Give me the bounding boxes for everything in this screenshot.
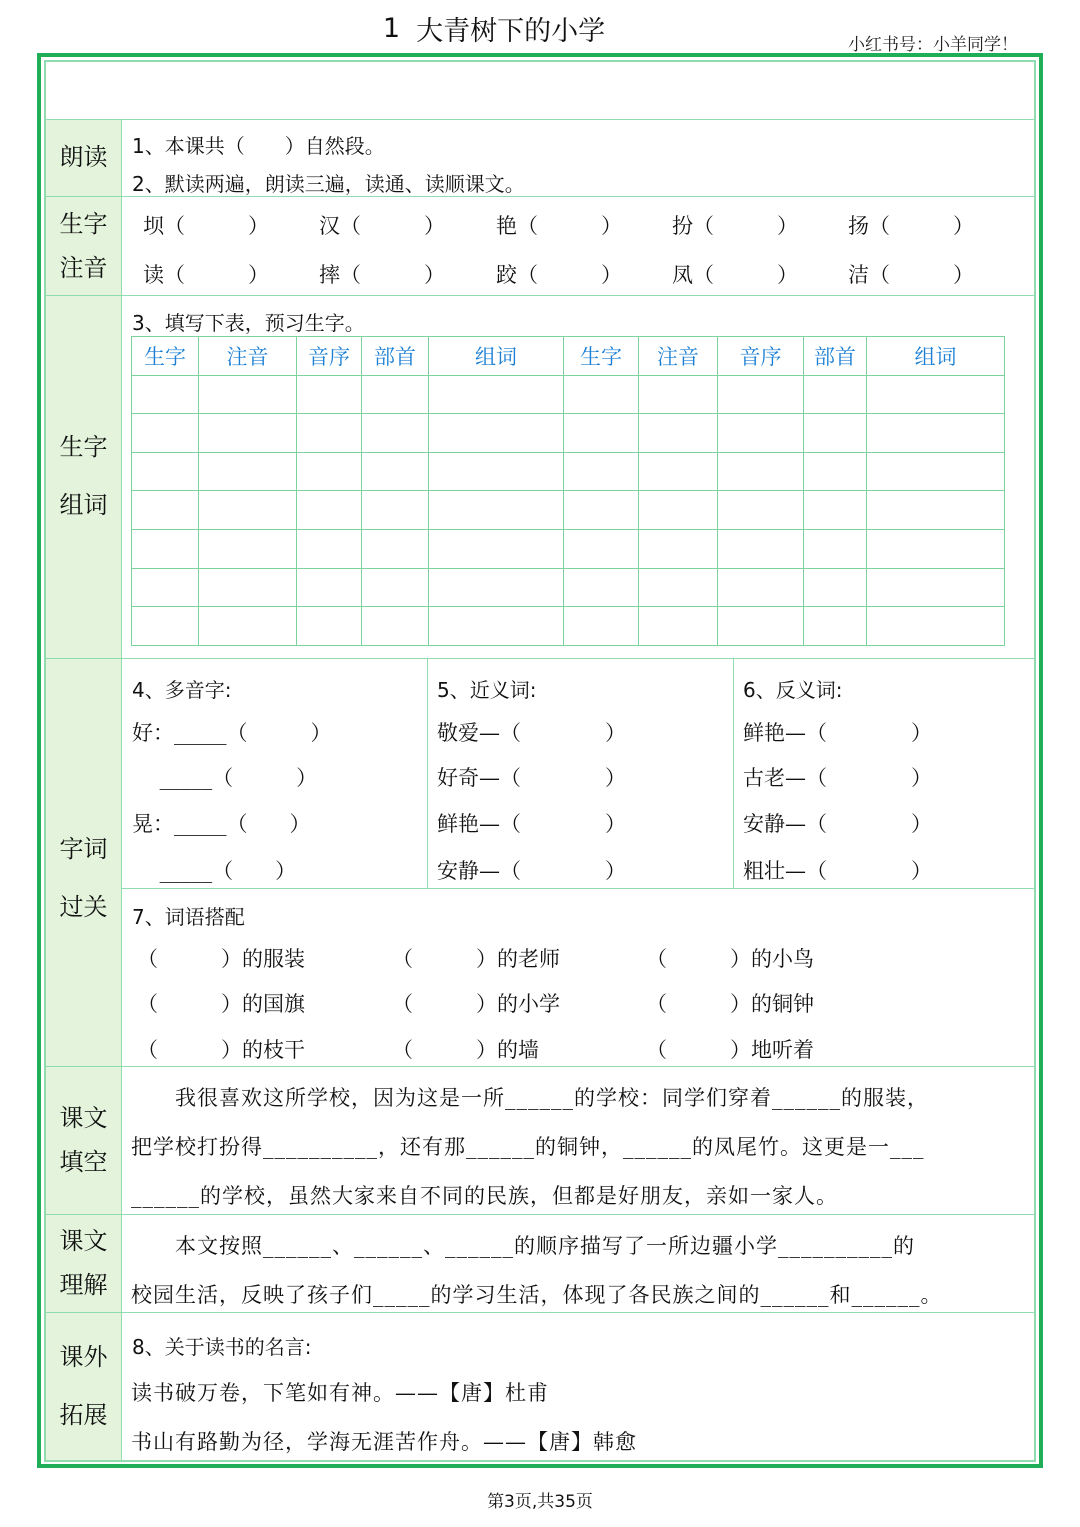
table-cell[interactable]	[564, 568, 639, 607]
watermark: 小红书号：小羊同学！	[848, 35, 1018, 55]
table-cell[interactable]	[867, 491, 1005, 530]
column-header: 生字	[564, 337, 639, 376]
label-text: 课文	[59, 1227, 108, 1256]
label-understand	[46, 1215, 121, 1312]
lesson-number: 1	[382, 13, 401, 44]
label-text: 字词	[59, 834, 108, 863]
table-cell[interactable]	[429, 452, 564, 491]
table-cell[interactable]	[718, 375, 804, 414]
table-cell[interactable]	[199, 375, 297, 414]
table-cell[interactable]	[362, 607, 429, 646]
column-header: 部首	[362, 337, 429, 376]
table-cell[interactable]	[867, 452, 1005, 491]
divider	[46, 1312, 1034, 1313]
synonym-title: 5、近义词:	[437, 678, 537, 702]
divider	[46, 1214, 1034, 1215]
table-cell[interactable]	[639, 568, 718, 607]
matching-title: 7、词语搭配	[132, 905, 245, 929]
synonym-line: 鲜艳—（ ）	[437, 812, 626, 836]
table-cell[interactable]	[429, 414, 564, 453]
label-text: 过关	[59, 892, 108, 921]
matching-item: （ ）的枝干	[137, 1038, 305, 1062]
table-cell[interactable]	[362, 529, 429, 568]
divider	[46, 658, 1034, 659]
matching-item: （ ）的铜钟	[646, 992, 814, 1016]
table-cell[interactable]	[804, 607, 867, 646]
divider	[46, 1066, 1034, 1067]
table-cell[interactable]	[867, 375, 1005, 414]
pinyin-item: 摔（ ）	[319, 263, 445, 287]
table-cell[interactable]	[297, 568, 362, 607]
table-cell[interactable]	[718, 452, 804, 491]
label-text: 课文	[59, 1104, 108, 1133]
table-cell[interactable]	[867, 607, 1005, 646]
table-row	[132, 607, 1005, 646]
label-fill	[46, 1067, 121, 1214]
pinyin-item: 洁（ ）	[848, 263, 974, 287]
pinyin-item: 跤（ ）	[496, 263, 622, 287]
table-cell[interactable]	[718, 607, 804, 646]
column-header: 注音	[639, 337, 718, 376]
table-cell[interactable]	[429, 375, 564, 414]
table-row	[132, 375, 1005, 414]
table-cell[interactable]	[132, 452, 199, 491]
pinyin-item: 坝（ ）	[143, 214, 269, 238]
table-cell[interactable]	[639, 607, 718, 646]
table-row	[132, 568, 1005, 607]
fill-line: ______的学校，虽然大家来自不同的民族，但都是好朋友，亲如一家人。	[131, 1184, 838, 1208]
table-cell[interactable]	[132, 568, 199, 607]
matching-item: （ ）地听着	[646, 1038, 814, 1062]
table-cell[interactable]	[297, 375, 362, 414]
polyphone-line: 晃：_____（ ）	[132, 812, 311, 836]
table-cell[interactable]	[429, 607, 564, 646]
table-cell[interactable]	[199, 491, 297, 530]
table-cell[interactable]	[132, 607, 199, 646]
label-text: 拓展	[59, 1400, 108, 1429]
column-header: 组词	[867, 337, 1005, 376]
table-cell[interactable]	[429, 568, 564, 607]
divider	[427, 658, 428, 888]
table-cell[interactable]	[132, 491, 199, 530]
page-title	[0, 0, 988, 57]
table-cell[interactable]	[429, 491, 564, 530]
antonym-line: 安静—（ ）	[743, 812, 932, 836]
table-cell[interactable]	[199, 529, 297, 568]
table-cell[interactable]	[804, 452, 867, 491]
table-cell[interactable]	[297, 452, 362, 491]
table-header-row	[132, 337, 1005, 376]
label-pinyin	[46, 197, 121, 295]
read-line: 2、默读两遍，朗读三遍，读通、读顺课文。	[132, 172, 525, 196]
label-vocab	[46, 659, 121, 1066]
table-cell[interactable]	[199, 568, 297, 607]
table-row	[132, 529, 1005, 568]
understand-line: 校园生活，反映了孩子们_____的学习生活，体现了各民族之间的______和______。	[131, 1283, 943, 1307]
table-cell[interactable]	[639, 375, 718, 414]
column-header: 生字	[132, 337, 199, 376]
divider	[46, 119, 1034, 120]
pinyin-item: 扮（ ）	[672, 214, 798, 238]
label-text: 理解	[59, 1270, 108, 1299]
divider	[46, 295, 1034, 296]
table-cell[interactable]	[564, 607, 639, 646]
table-cell[interactable]	[867, 529, 1005, 568]
table-cell[interactable]	[564, 375, 639, 414]
matching-item: （ ）的小鸟	[646, 947, 814, 971]
column-header: 音序	[297, 337, 362, 376]
table-row	[132, 491, 1005, 530]
label-text: 朗读	[59, 143, 108, 172]
table-cell[interactable]	[639, 529, 718, 568]
column-header: 组词	[429, 337, 564, 376]
table-cell[interactable]	[132, 375, 199, 414]
polyphone-title: 4、多音字:	[132, 678, 232, 702]
fill-line: 把学校打扮得__________，还有那______的铜钟，______的凤尾竹。这更是一___	[131, 1135, 925, 1159]
antonym-title: 6、反义词:	[743, 678, 843, 702]
table-cell[interactable]	[199, 607, 297, 646]
polyphone-line: _____（ ）	[132, 859, 297, 883]
table-cell[interactable]	[362, 491, 429, 530]
quote-line: 读书破万卷，下笔如有神。——【唐】杜甫	[131, 1381, 549, 1405]
table-row	[132, 414, 1005, 453]
table-cell[interactable]	[867, 568, 1005, 607]
table-cell[interactable]	[639, 452, 718, 491]
table-cell[interactable]	[564, 529, 639, 568]
table-cell[interactable]	[867, 414, 1005, 453]
table-row	[132, 452, 1005, 491]
table-cell[interactable]	[362, 568, 429, 607]
table-cell[interactable]	[804, 568, 867, 607]
pinyin-item: 凤（ ）	[672, 263, 798, 287]
table-cell[interactable]	[362, 375, 429, 414]
pinyin-item: 艳（ ）	[496, 214, 622, 238]
table-cell[interactable]	[718, 491, 804, 530]
label-text: 生字	[59, 433, 108, 462]
polyphone-line: _____（ ）	[132, 766, 318, 790]
pinyin-item: 读（ ）	[143, 263, 269, 287]
label-text: 注音	[59, 254, 108, 282]
table-cell[interactable]	[132, 414, 199, 453]
table-cell[interactable]	[199, 414, 297, 453]
understand-line: 本文按照______、______、______的顺序描写了一所边疆小学__________的	[131, 1234, 915, 1258]
page-number: 第3页,共35页	[487, 1492, 593, 1512]
table-cell[interactable]	[297, 414, 362, 453]
read-line: 1、本课共（ ）自然段。	[132, 134, 385, 158]
table-cell[interactable]	[132, 529, 199, 568]
synonym-line: 好奇—（ ）	[437, 766, 626, 790]
table-cell[interactable]	[804, 491, 867, 530]
label-text: 组词	[59, 491, 108, 519]
table-cell[interactable]	[297, 529, 362, 568]
column-header: 音序	[718, 337, 804, 376]
label-extend	[46, 1313, 121, 1460]
label-text: 填空	[59, 1147, 108, 1176]
table-cell[interactable]	[297, 491, 362, 530]
antonym-line: 粗壮—（ ）	[743, 859, 932, 883]
table-cell[interactable]	[564, 491, 639, 530]
label-text: 生字	[59, 209, 108, 238]
quote-line: 书山有路勤为径，学海无涯苦作舟。——【唐】韩愈	[131, 1430, 637, 1454]
label-words	[46, 296, 121, 658]
lesson-title: 大青树下的小学	[416, 16, 606, 47]
table-cell[interactable]	[718, 529, 804, 568]
label-text: 课外	[59, 1342, 108, 1371]
matching-item: （ ）的老师	[392, 947, 560, 971]
column-header: 注音	[199, 337, 297, 376]
antonym-line: 古老—（ ）	[743, 766, 932, 790]
fill-line: 我很喜欢这所学校，因为这是一所______的学校：同学们穿着______的服装，	[131, 1086, 929, 1110]
synonym-line: 敬爱—（ ）	[437, 721, 626, 745]
divider	[121, 888, 1034, 889]
table-instruction: 3、填写下表，预习生字。	[132, 311, 365, 335]
table-cell[interactable]	[718, 414, 804, 453]
divider	[733, 658, 734, 888]
antonym-line: 鲜艳—（ ）	[743, 721, 932, 745]
table-cell[interactable]	[804, 375, 867, 414]
table-cell[interactable]	[297, 607, 362, 646]
matching-item: （ ）的国旗	[137, 992, 305, 1016]
character-table	[131, 336, 1005, 646]
table-cell[interactable]	[639, 491, 718, 530]
table-cell[interactable]	[362, 414, 429, 453]
synonym-line: 安静—（ ）	[437, 859, 626, 883]
pinyin-item: 扬（ ）	[848, 214, 974, 238]
table-cell[interactable]	[804, 414, 867, 453]
table-cell[interactable]	[804, 529, 867, 568]
label-read	[46, 120, 121, 196]
column-header: 部首	[804, 337, 867, 376]
table-cell[interactable]	[564, 452, 639, 491]
matching-item: （ ）的服装	[137, 947, 305, 971]
table-cell[interactable]	[429, 529, 564, 568]
table-cell[interactable]	[718, 568, 804, 607]
table-cell[interactable]	[639, 414, 718, 453]
matching-item: （ ）的墙	[392, 1038, 539, 1062]
table-cell[interactable]	[362, 452, 429, 491]
matching-item: （ ）的小学	[392, 992, 560, 1016]
table-cell[interactable]	[564, 414, 639, 453]
divider	[121, 119, 122, 1460]
quotes-title: 8、关于读书的名言:	[132, 1335, 312, 1359]
table-cell[interactable]	[199, 452, 297, 491]
polyphone-line: 好：_____（ ）	[132, 721, 332, 745]
pinyin-item: 汉（ ）	[319, 214, 445, 238]
